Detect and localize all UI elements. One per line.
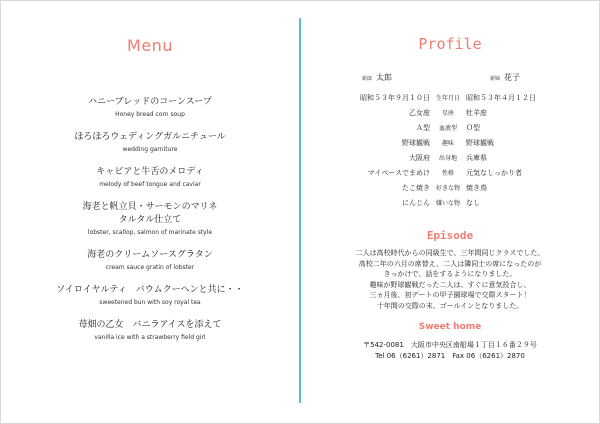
- menu-item: [0, 284, 300, 308]
- menu-list: [0, 96, 300, 354]
- postal-address: 〒542-0081 大阪市中央区南船場１丁目１６番２９号: [363, 341, 537, 349]
- profile-row: [350, 135, 546, 150]
- dish-name-jp: キャビアと牛舌のメロディ: [96, 167, 204, 177]
- dish-name-en: wedding garniture: [122, 146, 178, 153]
- menu-item: [0, 131, 300, 155]
- menu-item: [0, 166, 300, 190]
- profile-row: [350, 165, 546, 180]
- dish-name-jp: 海老のクリームソースグラタン: [87, 250, 213, 260]
- dish-name-en: cream sauce gratin of lobster: [105, 264, 195, 271]
- groom-name-text: 太郎: [376, 73, 393, 82]
- dish-name-jp: ソイロイヤルティ バウムクーヘンと共に・・: [56, 285, 244, 295]
- dish-name-en: vanilla ice with a strawberry field girl: [94, 334, 206, 341]
- groom-label: 新郎: [362, 76, 373, 82]
- dish-name-jp: 海老と帆立貝・サーモンのマリネ: [82, 202, 218, 212]
- menu-item: [0, 201, 300, 238]
- profile-row: [350, 195, 546, 210]
- menu-item: [0, 249, 300, 273]
- row-label: 趣味: [441, 140, 454, 147]
- profile-title: Profile: [418, 35, 482, 53]
- episode-text: [300, 248, 600, 311]
- groom-value: たこ焼き: [402, 183, 430, 192]
- groom-value: マイペースでまめけ: [367, 168, 430, 177]
- groom-value: Ａ型: [416, 123, 430, 132]
- episode-line: 十年間の交際の末、ゴールインとなりました。: [376, 301, 524, 310]
- home-address: [300, 340, 600, 362]
- profile-table: [350, 90, 546, 210]
- dish-name-en: lobster, scallop, salmon of marinate style: [87, 229, 213, 236]
- bride-value: 野球観戦: [466, 138, 494, 147]
- menu-item: [0, 96, 300, 120]
- bride-value: 兵庫県: [466, 153, 487, 162]
- bride-value: 牡羊座: [466, 108, 487, 117]
- groom-value: にんじん: [402, 198, 430, 207]
- bride-label: 新婦: [490, 76, 501, 82]
- row-label: 性格: [441, 170, 454, 177]
- sweet-home-title: Sweet home: [418, 322, 482, 332]
- episode-line: きっかけで、話をするようになりました。: [383, 270, 517, 278]
- phone-fax: Tel 06（6261）2871 Fax 06（6261）2870: [375, 352, 525, 360]
- profile-row: [350, 180, 546, 195]
- episode-line: 三ヵ月後、初デートの甲子園球場で交際スタート！: [369, 291, 531, 299]
- groom-value: 野球観戦: [402, 138, 430, 147]
- menu-item: [0, 319, 300, 343]
- row-label: 好きな物: [435, 185, 460, 192]
- bride-value: Ｏ型: [466, 123, 480, 132]
- groom-name: [362, 72, 392, 83]
- bride-value: なし: [466, 198, 480, 207]
- groom-value: 乙女座: [409, 108, 430, 117]
- episode-line: 二人は高校時代からの同級生で、三年間同じクラスでした。: [355, 249, 545, 257]
- dish-name-en: melody of beef tongue and caviar: [99, 181, 201, 188]
- dish-name-en: sweetened bun with soy royal tea: [99, 299, 201, 306]
- groom-value: 大阪府: [409, 153, 430, 162]
- profile-row: [350, 105, 546, 120]
- dish-name-jp-line2: タルタル仕立て: [118, 215, 182, 225]
- groom-value: 昭和５３年９月１０日: [360, 93, 430, 102]
- bride-name-text: 花子: [504, 73, 521, 82]
- bride-name: [490, 72, 520, 83]
- profile-row: [350, 150, 546, 165]
- row-label: 出身地: [438, 155, 457, 162]
- menu-title: Menu: [127, 36, 173, 55]
- dish-name-jp: ハニーブレッドのコーンスープ: [88, 97, 212, 107]
- episode-title: Episode: [426, 229, 474, 242]
- profile-row: [350, 90, 546, 105]
- row-label: 血液型: [438, 125, 457, 132]
- bride-value: 昭和５３年４月１２日: [466, 93, 536, 102]
- row-label: 嫌いな物: [435, 200, 460, 207]
- bride-value: 焼き鳥: [466, 183, 487, 192]
- dish-name-jp: ほろほろウェディングガルニチュール: [74, 132, 226, 142]
- row-label: 星座: [441, 110, 454, 117]
- bride-value: 元気なしっかり者: [466, 168, 522, 177]
- episode-line: 趣味が野球観戦だった二人は、すぐに意気投合し、: [369, 280, 531, 289]
- dish-name-en: Honey bread corn soup: [115, 111, 185, 118]
- profile-row: [350, 120, 546, 135]
- row-label: 生年月日: [435, 95, 460, 102]
- episode-line: 高校二年の六月の席替え、二人は隣同士の席になったのが: [358, 259, 542, 268]
- dish-name-jp: 苺畑の乙女 バニラアイスを添えて: [78, 320, 222, 330]
